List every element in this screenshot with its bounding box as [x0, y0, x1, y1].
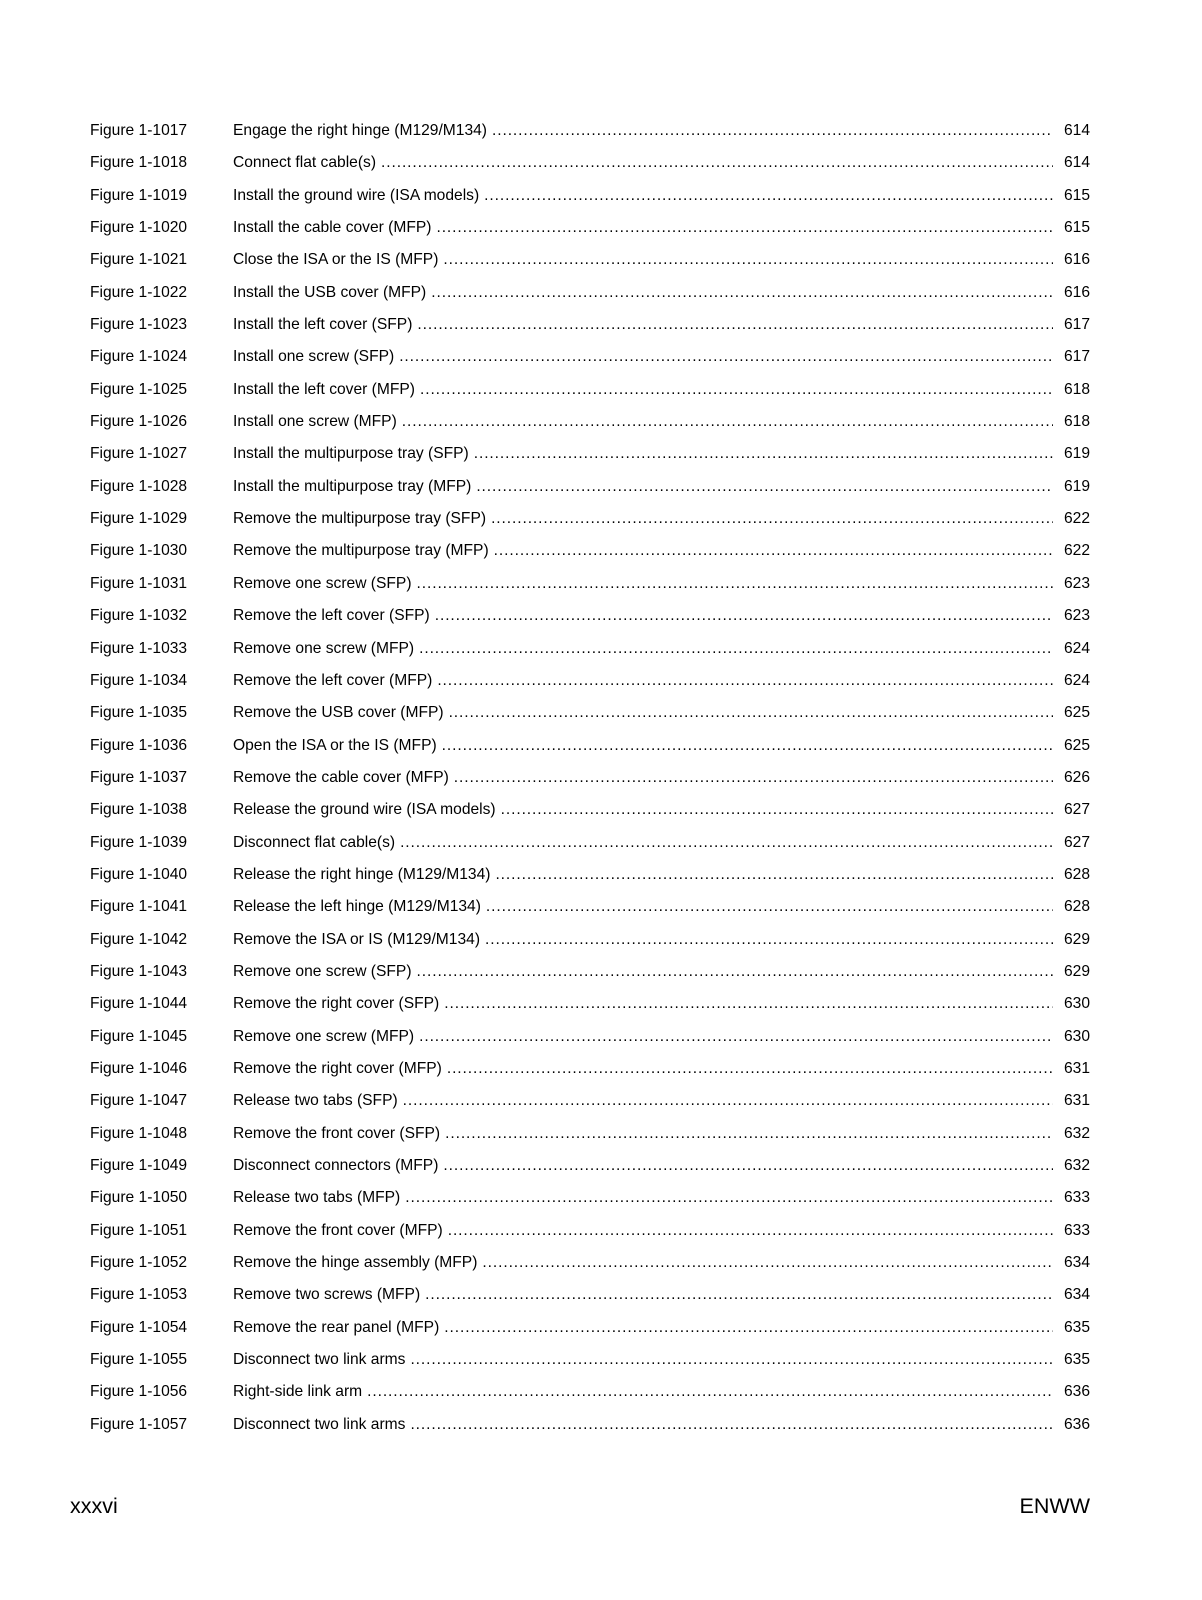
figure-page-number: 615 [1063, 219, 1090, 237]
toc-entry-row [90, 1021, 1090, 1053]
dot-leader [495, 859, 1053, 891]
dot-leader [410, 1409, 1053, 1441]
figure-page-number: 615 [1063, 186, 1090, 204]
figure-title: Install the left cover (SFP) [233, 316, 413, 334]
figure-label: Figure 1-1027 [90, 445, 188, 463]
figure-page-number: 617 [1063, 316, 1090, 334]
toc-entry-row [90, 374, 1090, 406]
figure-title: Right-side link arm [233, 1383, 363, 1401]
figure-page-number: 617 [1063, 348, 1090, 366]
figure-title: Open the ISA or the IS (MFP) [233, 736, 437, 754]
figure-page-number: 630 [1063, 1027, 1090, 1045]
figure-label: Figure 1-1032 [90, 607, 188, 625]
toc-entry-row [90, 665, 1090, 697]
dot-leader [476, 471, 1053, 503]
figure-title-wrap [233, 891, 1060, 923]
figure-page-number: 634 [1063, 1254, 1090, 1272]
figure-page-number: 614 [1063, 122, 1090, 139]
figure-label: Figure 1-1041 [90, 898, 188, 916]
figure-label: Figure 1-1025 [90, 380, 188, 398]
figure-page-number: 631 [1063, 1059, 1090, 1077]
dot-leader [405, 1182, 1053, 1214]
figure-title-wrap [233, 212, 1060, 244]
figure-title: Remove the left cover (MFP) [233, 671, 433, 689]
toc-entry-row [90, 1182, 1090, 1214]
toc-entry-row [90, 1247, 1090, 1279]
dot-leader [419, 1021, 1053, 1053]
toc-entry-row [90, 115, 1090, 147]
figure-page-number: 627 [1063, 833, 1090, 851]
figure-page-number: 614 [1063, 154, 1090, 172]
figure-page-number: 633 [1063, 1221, 1090, 1239]
figure-title-wrap [233, 1344, 1060, 1376]
figure-page-number: 625 [1063, 736, 1090, 754]
figure-title-wrap [233, 1053, 1060, 1085]
figure-title: Remove one screw (SFP) [233, 574, 412, 592]
toc-entry-row [90, 633, 1090, 665]
dot-leader [417, 956, 1053, 988]
toc-entry-row [90, 309, 1090, 341]
figure-page-number: 632 [1063, 1157, 1090, 1174]
figure-label: Figure 1-1020 [90, 219, 188, 237]
figure-title-wrap [233, 568, 1060, 600]
figure-title-wrap [233, 1118, 1060, 1150]
dot-leader [494, 535, 1053, 567]
figure-title-wrap [233, 762, 1060, 794]
dot-leader [454, 762, 1053, 794]
toc-entry-row [90, 438, 1090, 470]
figure-label: Figure 1-1017 [90, 122, 188, 139]
toc-entry-row [90, 730, 1090, 762]
figure-title: Release the ground wire (ISA models) [233, 801, 496, 819]
figure-title: Disconnect flat cable(s) [233, 833, 396, 851]
figure-title-wrap [233, 697, 1060, 729]
figure-label: Figure 1-1031 [90, 574, 188, 592]
figure-label: Figure 1-1034 [90, 671, 188, 689]
figure-label: Figure 1-1044 [90, 995, 188, 1013]
toc-entry-row [90, 1376, 1090, 1408]
figure-label: Figure 1-1040 [90, 865, 188, 883]
figure-title: Install one screw (SFP) [233, 348, 395, 366]
dot-leader [486, 891, 1053, 923]
dot-leader [399, 341, 1053, 373]
toc-entry-row [90, 600, 1090, 632]
figure-title-wrap [233, 277, 1060, 309]
dot-leader [444, 988, 1053, 1020]
figure-title: Remove the multipurpose tray (MFP) [233, 542, 489, 560]
figure-title-wrap [233, 956, 1060, 988]
figure-title-wrap [233, 1409, 1060, 1441]
toc-entry-row [90, 956, 1090, 988]
figure-title-wrap [233, 115, 1060, 147]
toc-entry-row [90, 697, 1090, 729]
figure-label: Figure 1-1050 [90, 1189, 188, 1207]
figure-page-number: 629 [1063, 962, 1090, 980]
toc-entry-row [90, 1312, 1090, 1344]
figure-page-number: 618 [1063, 380, 1090, 398]
figure-page-number: 628 [1063, 898, 1090, 916]
toc-entry-row [90, 1344, 1090, 1376]
figure-label: Figure 1-1043 [90, 962, 188, 980]
figure-label: Figure 1-1019 [90, 186, 188, 204]
figure-title-wrap [233, 924, 1060, 956]
figure-label: Figure 1-1024 [90, 348, 188, 366]
figure-title-wrap [233, 633, 1060, 665]
figure-title: Connect flat cable(s) [233, 154, 377, 172]
figure-title: Remove one screw (MFP) [233, 1027, 415, 1045]
figure-page-number: 632 [1063, 1124, 1090, 1142]
dot-leader [443, 244, 1053, 276]
dot-leader [400, 827, 1053, 859]
toc-entry-row [90, 147, 1090, 179]
toc-entry-row [90, 1150, 1090, 1182]
toc-entry-row [90, 1085, 1090, 1117]
figure-title: Install the USB cover (MFP) [233, 283, 427, 301]
figure-label: Figure 1-1056 [90, 1383, 188, 1401]
toc-entry-row [90, 1118, 1090, 1150]
figure-page-number: 636 [1063, 1383, 1090, 1401]
figure-label: Figure 1-1026 [90, 413, 188, 431]
figure-title: Remove the USB cover (MFP) [233, 704, 444, 722]
dot-leader [410, 1344, 1053, 1376]
figure-title-wrap [233, 1085, 1060, 1117]
figure-title-wrap [233, 1376, 1060, 1408]
figure-title: Remove the multipurpose tray (SFP) [233, 510, 487, 528]
figure-label: Figure 1-1046 [90, 1059, 188, 1077]
dot-leader [449, 697, 1053, 729]
toc-entry-row [90, 924, 1090, 956]
dot-leader [381, 147, 1053, 179]
figure-label: Figure 1-1037 [90, 768, 188, 786]
dot-leader [443, 1150, 1053, 1182]
dot-leader [403, 1085, 1053, 1117]
figure-page-number: 624 [1063, 671, 1090, 689]
figure-title: Install the cable cover (MFP) [233, 219, 432, 237]
figure-label: Figure 1-1049 [90, 1157, 188, 1174]
toc-entry-row [90, 341, 1090, 373]
figure-title-wrap [233, 503, 1060, 535]
figure-title-wrap [233, 406, 1060, 438]
figure-title: Remove the right cover (MFP) [233, 1059, 442, 1077]
dot-leader [485, 924, 1053, 956]
toc-entry-row [90, 406, 1090, 438]
figure-title-wrap [233, 147, 1060, 179]
toc-entry-row [90, 1409, 1090, 1441]
dot-leader [420, 374, 1053, 406]
toc-entry-row [90, 244, 1090, 276]
figure-label: Figure 1-1052 [90, 1254, 188, 1272]
figure-title-wrap [233, 730, 1060, 762]
figure-title-wrap [233, 374, 1060, 406]
figure-page-number: 630 [1063, 995, 1090, 1013]
figure-page-number: 633 [1063, 1189, 1090, 1207]
figure-title: Release the left hinge (M129/M134) [233, 898, 481, 916]
figure-title: Install the multipurpose tray (SFP) [233, 445, 469, 463]
figure-title-wrap [233, 438, 1060, 470]
figure-page-number: 619 [1063, 477, 1090, 495]
figure-page-number: 616 [1063, 251, 1090, 269]
figure-title: Release the right hinge (M129/M134) [233, 865, 491, 883]
figure-title-wrap [233, 535, 1060, 567]
dot-leader [448, 1215, 1053, 1247]
dot-leader [402, 406, 1053, 438]
page-footer [70, 1494, 1090, 1520]
figure-page-number: 618 [1063, 413, 1090, 431]
toc-entry-row [90, 827, 1090, 859]
dot-leader [442, 730, 1053, 762]
figure-title: Disconnect two link arms [233, 1415, 406, 1433]
figure-label: Figure 1-1057 [90, 1415, 188, 1433]
figure-label: Figure 1-1030 [90, 542, 188, 560]
dot-leader [444, 1312, 1053, 1344]
figure-label: Figure 1-1021 [90, 251, 188, 269]
figure-title-wrap [233, 1279, 1060, 1311]
toc-entry-row [90, 891, 1090, 923]
figure-page-number: 616 [1063, 283, 1090, 301]
dot-leader [367, 1376, 1053, 1408]
figure-label: Figure 1-1028 [90, 477, 188, 495]
toc-entry-row [90, 1215, 1090, 1247]
toc-entry-row [90, 1279, 1090, 1311]
figure-title-wrap [233, 1312, 1060, 1344]
figure-title-wrap [233, 1182, 1060, 1214]
figure-title: Install the multipurpose tray (MFP) [233, 477, 472, 495]
figure-page-number: 624 [1063, 639, 1090, 657]
figure-page-number: 629 [1063, 930, 1090, 948]
figure-title-wrap [233, 827, 1060, 859]
figure-page-number: 619 [1063, 445, 1090, 463]
figure-label: Figure 1-1048 [90, 1124, 188, 1142]
figure-page-number: 636 [1063, 1415, 1090, 1433]
figure-label: Figure 1-1038 [90, 801, 188, 819]
figure-title: Engage the right hinge (M129/M134) [233, 122, 487, 139]
figure-title: Remove one screw (SFP) [233, 962, 412, 980]
figure-title: Remove the rear panel (MFP) [233, 1318, 440, 1336]
figure-title-wrap [233, 600, 1060, 632]
figure-title: Release two tabs (MFP) [233, 1189, 401, 1207]
toc-entry-row [90, 180, 1090, 212]
figure-label: Figure 1-1051 [90, 1221, 188, 1239]
dot-leader [419, 633, 1053, 665]
dot-leader [436, 212, 1053, 244]
toc-entry-row [90, 762, 1090, 794]
figure-label: Figure 1-1018 [90, 154, 188, 172]
figure-title-wrap [233, 309, 1060, 341]
dot-leader [435, 600, 1053, 632]
figure-title-wrap [233, 180, 1060, 212]
dot-leader [501, 794, 1053, 826]
figure-label: Figure 1-1035 [90, 704, 188, 722]
toc-entry-row [90, 535, 1090, 567]
figure-title-wrap [233, 794, 1060, 826]
toc-entry-row [90, 568, 1090, 600]
dot-leader [445, 1118, 1053, 1150]
toc-entry-row [90, 794, 1090, 826]
figure-title: Remove the front cover (MFP) [233, 1221, 443, 1239]
figure-title: Install one screw (MFP) [233, 413, 397, 431]
toc-entry-row [90, 471, 1090, 503]
dot-leader [474, 438, 1053, 470]
figure-page-number: 634 [1063, 1286, 1090, 1304]
figure-label: Figure 1-1036 [90, 736, 188, 754]
figure-title: Remove the cable cover (MFP) [233, 768, 449, 786]
figure-title-wrap [233, 471, 1060, 503]
dot-leader [491, 503, 1053, 535]
figure-page-number: 628 [1063, 865, 1090, 883]
dot-leader [447, 1053, 1053, 1085]
figure-title: Remove two screws (MFP) [233, 1286, 421, 1304]
dot-leader [417, 309, 1053, 341]
figure-label: Figure 1-1055 [90, 1351, 188, 1369]
figure-label: Figure 1-1042 [90, 930, 188, 948]
list-of-figures [90, 115, 1090, 1441]
figure-title-wrap [233, 1021, 1060, 1053]
toc-entry-row [90, 212, 1090, 244]
figure-label: Figure 1-1045 [90, 1027, 188, 1045]
dot-leader [484, 180, 1053, 212]
figure-label: Figure 1-1047 [90, 1092, 188, 1110]
dot-leader [437, 665, 1053, 697]
dot-leader [431, 277, 1053, 309]
toc-entry-row [90, 503, 1090, 535]
figure-page-number: 625 [1063, 704, 1090, 722]
figure-label: Figure 1-1053 [90, 1286, 188, 1304]
toc-entry-row [90, 277, 1090, 309]
footer-page-number: xxxvi [70, 1494, 118, 1518]
figure-page-number: 623 [1063, 574, 1090, 592]
figure-title: Install the ground wire (ISA models) [233, 186, 480, 204]
figure-label: Figure 1-1054 [90, 1318, 188, 1336]
figure-title-wrap [233, 859, 1060, 891]
dot-leader [417, 568, 1053, 600]
figure-title: Remove the left cover (SFP) [233, 607, 430, 625]
figure-title: Install the left cover (MFP) [233, 380, 415, 398]
figure-title-wrap [233, 665, 1060, 697]
dot-leader [482, 1247, 1053, 1279]
figure-page-number: 622 [1063, 542, 1090, 560]
figure-page-number: 635 [1063, 1318, 1090, 1336]
figure-page-number: 627 [1063, 801, 1090, 819]
figure-title-wrap [233, 1247, 1060, 1279]
figure-title: Remove the right cover (SFP) [233, 995, 440, 1013]
figure-page-number: 635 [1063, 1351, 1090, 1369]
toc-entry-row [90, 859, 1090, 891]
figure-title-wrap [233, 244, 1060, 276]
dot-leader [425, 1279, 1053, 1311]
figure-title: Close the ISA or the IS (MFP) [233, 251, 439, 269]
figure-title: Remove the front cover (SFP) [233, 1124, 441, 1142]
figure-page-number: 626 [1063, 768, 1090, 786]
figure-title: Release two tabs (SFP) [233, 1092, 398, 1110]
figure-title: Remove one screw (MFP) [233, 639, 415, 657]
figure-label: Figure 1-1039 [90, 833, 188, 851]
figure-page-number: 631 [1063, 1092, 1090, 1110]
figure-label: Figure 1-1022 [90, 283, 188, 301]
figure-label: Figure 1-1033 [90, 639, 188, 657]
figure-title: Disconnect two link arms [233, 1351, 406, 1369]
figure-page-number: 622 [1063, 510, 1090, 528]
figure-title-wrap [233, 1215, 1060, 1247]
footer-locale-label: ENWW [1019, 1494, 1090, 1518]
toc-entry-row [90, 988, 1090, 1020]
figure-title: Remove the ISA or IS (M129/M134) [233, 930, 481, 948]
figure-label: Figure 1-1029 [90, 510, 188, 528]
figure-page-number: 623 [1063, 607, 1090, 625]
dot-leader [492, 115, 1053, 147]
figure-title: Remove the hinge assembly (MFP) [233, 1254, 478, 1272]
figure-title-wrap [233, 341, 1060, 373]
figure-title-wrap [233, 1150, 1060, 1182]
toc-entry-row [90, 1053, 1090, 1085]
figure-title: Disconnect connectors (MFP) [233, 1157, 439, 1174]
figure-label: Figure 1-1023 [90, 316, 188, 334]
figure-title-wrap [233, 988, 1060, 1020]
